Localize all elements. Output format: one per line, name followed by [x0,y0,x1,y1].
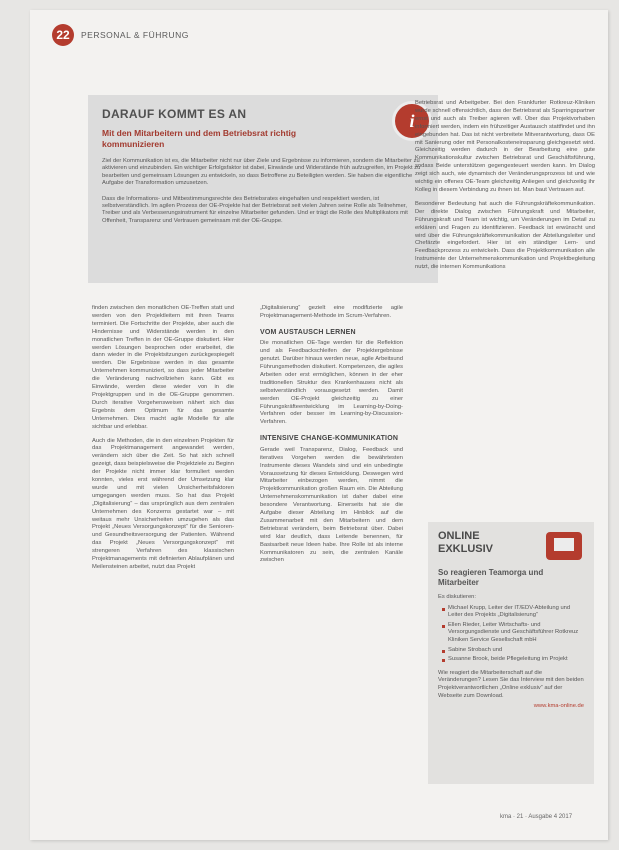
subheading: VOM AUSTAUSCH LERNEN [260,328,356,336]
info-box [88,95,438,283]
article-paragraph: Betriebsrat und Arbeitgeber. Bei den Frankfurter Rotkreuz-Kliniken wurde schnell offensichtlich, dass der Betriebsrat als Sparringspartner ernst und auch als Treiber agieren will. Über das Projektvorhaben informiert werden, indem ein frühzeitiger Austausch stattfindet und ihn eingebunden hat. Das ist nicht verbreitete Mitverantwortung, dass OE mit Sanierung oder mit Personalkosteneinsparung gleichgesetzt wird. Gleichzeitig werden dadurch in der Bearbeitung eine gute Kommunikationskultur zwischen Betriebsrat und Geschäftsführung, sodass Beide unterstützen gegengesteuert werden kann. Im Dialog zeigt sich auch, wie dynamisch der Veränderungsprozess ist und wie wichtig ein offenes OE-Team gleichzeitig Anliegen und gleichzeitig ihr Kolleg in diesem Verbindung zu ihnen ist. Man baut Vertrauen auf. [415,100,595,193]
info-box-heading: DARAUF KOMMT ES AN [102,107,247,121]
page-number-badge: 22 [52,24,74,46]
list-item: Michael Krupp, Leiter der IT/EDV-Abteilung und Leiter des Projekts „Digitalisierung“ [448,605,584,620]
article-paragraph: Auch die Methoden, die in den einzelnen Projekten für das Projektmanagement angewandet werden, verändern sich über die Zeit. So hat sich schnell gezeigt, dass beispielsweise die Projektziele zu Beginn der Projekte nicht immer klar formuliert werden konnten, vieles erst während der Umsetzung klar wurde und mit vielen Unsicherheitsfaktoren umgegangen werden muss. So hat das Projekt „Digitalisierung“ – das ursprünglich aus dem zentralen Unternehmen des Konzerns gestartet war – mit weitaus mehr Unsicherheiten umzugehen als das Projekt „Neues Versorgungskonzept“ für die Senioren- und Gesundheitsversorgung der Patienten. Während das Projekt „Neues Versorgungskonzept“ mit strengeren Verfahren des klassischen Projektmanagements mit definierten Ablaufplänen und Meilensteinen arbeitet, nutzt das Projekt [92,437,234,570]
info-box-paragraph: Dass die Informations- und Mitbestimmungsrechte des Betriebsrates eingehalten und respektiert werden, ist selbstverständlich. Im agilen Prozess der OE-Projekte hat der Betriebsrat seit vielen Jahren seine Rolle als Teilnehmer, Treiber und als Verbesserungsinstrument für einzelne Mitarbeiter gefunden. Und er trägt die Rolle des Multiplikators mit Offenheit, Transparenz und Vertrauen gemeinsam mit der OE-Gruppe. [102,195,408,224]
info-box-paragraph: Ziel der Kommunikation ist es, die Mitarbeiter nicht nur über Ziele und Ergebnisse zu informieren, sondern die Mitarbeiter zu aktivieren und einzubinden. Ein wichtiger Erfolgsfaktor ist dabei, Einwände und Widerstände früh aufzugreifen, im Projekt zu bearbeiten und gemeinsam Lösungen zu entwickeln, so dass Betroffene zu Beteiligten werden. Sie haben die eigentliche Aufgabe der Transformation umzusetzen. [102,158,421,187]
online-intro: Es diskutieren: [438,594,477,600]
info-box-subheading: Mit den Mitarbeitern und dem Betriebsrat richtig kommunizieren [102,128,297,149]
article-paragraph: „Digitalisierung“ gezielt eine modifizierte agile Projektmanagement-Methode im Scrum-Verfahren. [260,305,403,319]
article-column-right [415,100,595,278]
online-outro: Wie reagiert die Mitarbeiterschaft auf die Veränderungen? Lesen Sie das Interview mit den beiden Projektverantwortlichen „Online exklusiv“ auf der Webseite zum Download. [438,669,584,699]
list-item: Sabine Strobach und [448,647,584,655]
section-title: PERSONAL & FÜHRUNG [81,30,189,40]
page-header [52,24,189,46]
laptop-icon [546,532,582,560]
online-exclusive-title: ONLINE EXKLUSIV [438,530,494,555]
website-link[interactable]: www.kma-online.de [533,703,584,710]
article-paragraph: Die monatlichen OE-Tage werden für die Reflektion und als Feedbackschleifen der Projektergebnisse genutzt. Darüber hinaus werden neue, agile Arbeitsund Führungsmethoden diskutiert. Kompetenzen, die agiles Arbeiten oder erst ermöglichen, können in der eher traditionellen Struktur des Krankenhauses nicht als selbstverständlich vorausgesetzt werden. Damit werden OE-Projekt gleichzeitig zu einer Führungskräfteentwicklung im Learning-by-Doing-Verfahren oder besser im Learning-by-Discussion-Verfahren. [260,340,403,426]
article-column-left [92,305,234,578]
participant-list [448,605,584,664]
list-item: Ellen Rieder, Leiter Wirtschafts- und Versorgungsdienste und Geschäftsführer Rotkreuz Kliniken Service Gesellschaft mbH [448,622,584,645]
online-exclusive-subtitle: So reagieren Teamorga und Mitarbeiter [438,568,544,587]
article-paragraph: finden zwischen den monatlichen OE-Treffen statt und werden von den Projektleitern mit ihren Teams terminiert. Die Fortschritte der Projekte, aber auch die Hindernisse und Widerstände werden in den monatlichen Treffen in der OE-Gruppe diskutiert. Hier werden Lösungen besprochen oder erarbeitet, die dann wieder in die Projektsitzungen zurückgespiegelt werden. Die Ergebnisse werden in das gesamte Unternehmen kommuniziert, so dass jeder Mitarbeiter die Veränderung nachvollziehen kann. Gibt es Einwände, werden diese wieder von in die Projektgruppen und in die OE-Gruppe genommen. Durch iterative Vorgehensweisen nähert sich das Ergebnis dem Optimum für das gesamte Unternehmen. Dies macht agile Modelle für alle sichtbar und erlebbar. [92,305,234,430]
online-exclusive-box [428,522,594,784]
article-paragraph: Besonderer Bedeutung hat auch die Führungskräftekommunikation. Der direkte Dialog zwischen Führungskraft und Mitarbeiter, Führungskraft und Team ist wichtig, um Veränderungen im Detail zu erklären und Fragen zu identifizieren. Feedback ist erwünscht und wird über die Führungskräftekommunikation der Abteilungsleiter und Chefärzte eingefordert. Hier ist ein ständiger Lern- und Feedbackprozess zu entwickeln. Dass die Projektkommunikation alle Instrumente der Unternehmenskommunikation und Projektbegleitung nutzt, die internen Kommunikations [415,200,595,271]
article-column-middle [260,305,403,571]
subheading: INTENSIVE CHANGE-KOMMUNIKATION [260,435,399,443]
list-item: Susanne Brook, beide Pflegeleitung im Projekt [448,656,584,664]
info-icon: i [392,101,432,141]
page-footer: kma · 21 · Ausgabe 4 2017 [500,814,573,820]
article-paragraph: Gerade weil Transparenz, Dialog, Feedback und iteratives Vorgehen werden die bewährtesten Instrumente dieses Wandels sind und ein unbedingte Voraussetzung für dieses Entwicklung. Deswegen wird Mitarbeiter einbezogen werden, nimmt die Projektkommunikation großen Raum ein. Die Abteilung Unternehmenskommunikation ist daher dabei eine besondere Verantwortung. Einerseits hat sie die Aufgabe dieser Abteilung im Hinblick auf die Zusammenarbeit mit den Mitarbeitern und dem Betriebsrat verändern, beim Betriebsrat über. Dabei wird klar deutlich, dass Leitende benennen, für Basisarbeit neue Ideen habe. Ihre Rolle ist als interne Kommunikatoren zu sein, die zentralen Kanäle zwischen [260,446,403,564]
magazine-page [30,10,608,840]
